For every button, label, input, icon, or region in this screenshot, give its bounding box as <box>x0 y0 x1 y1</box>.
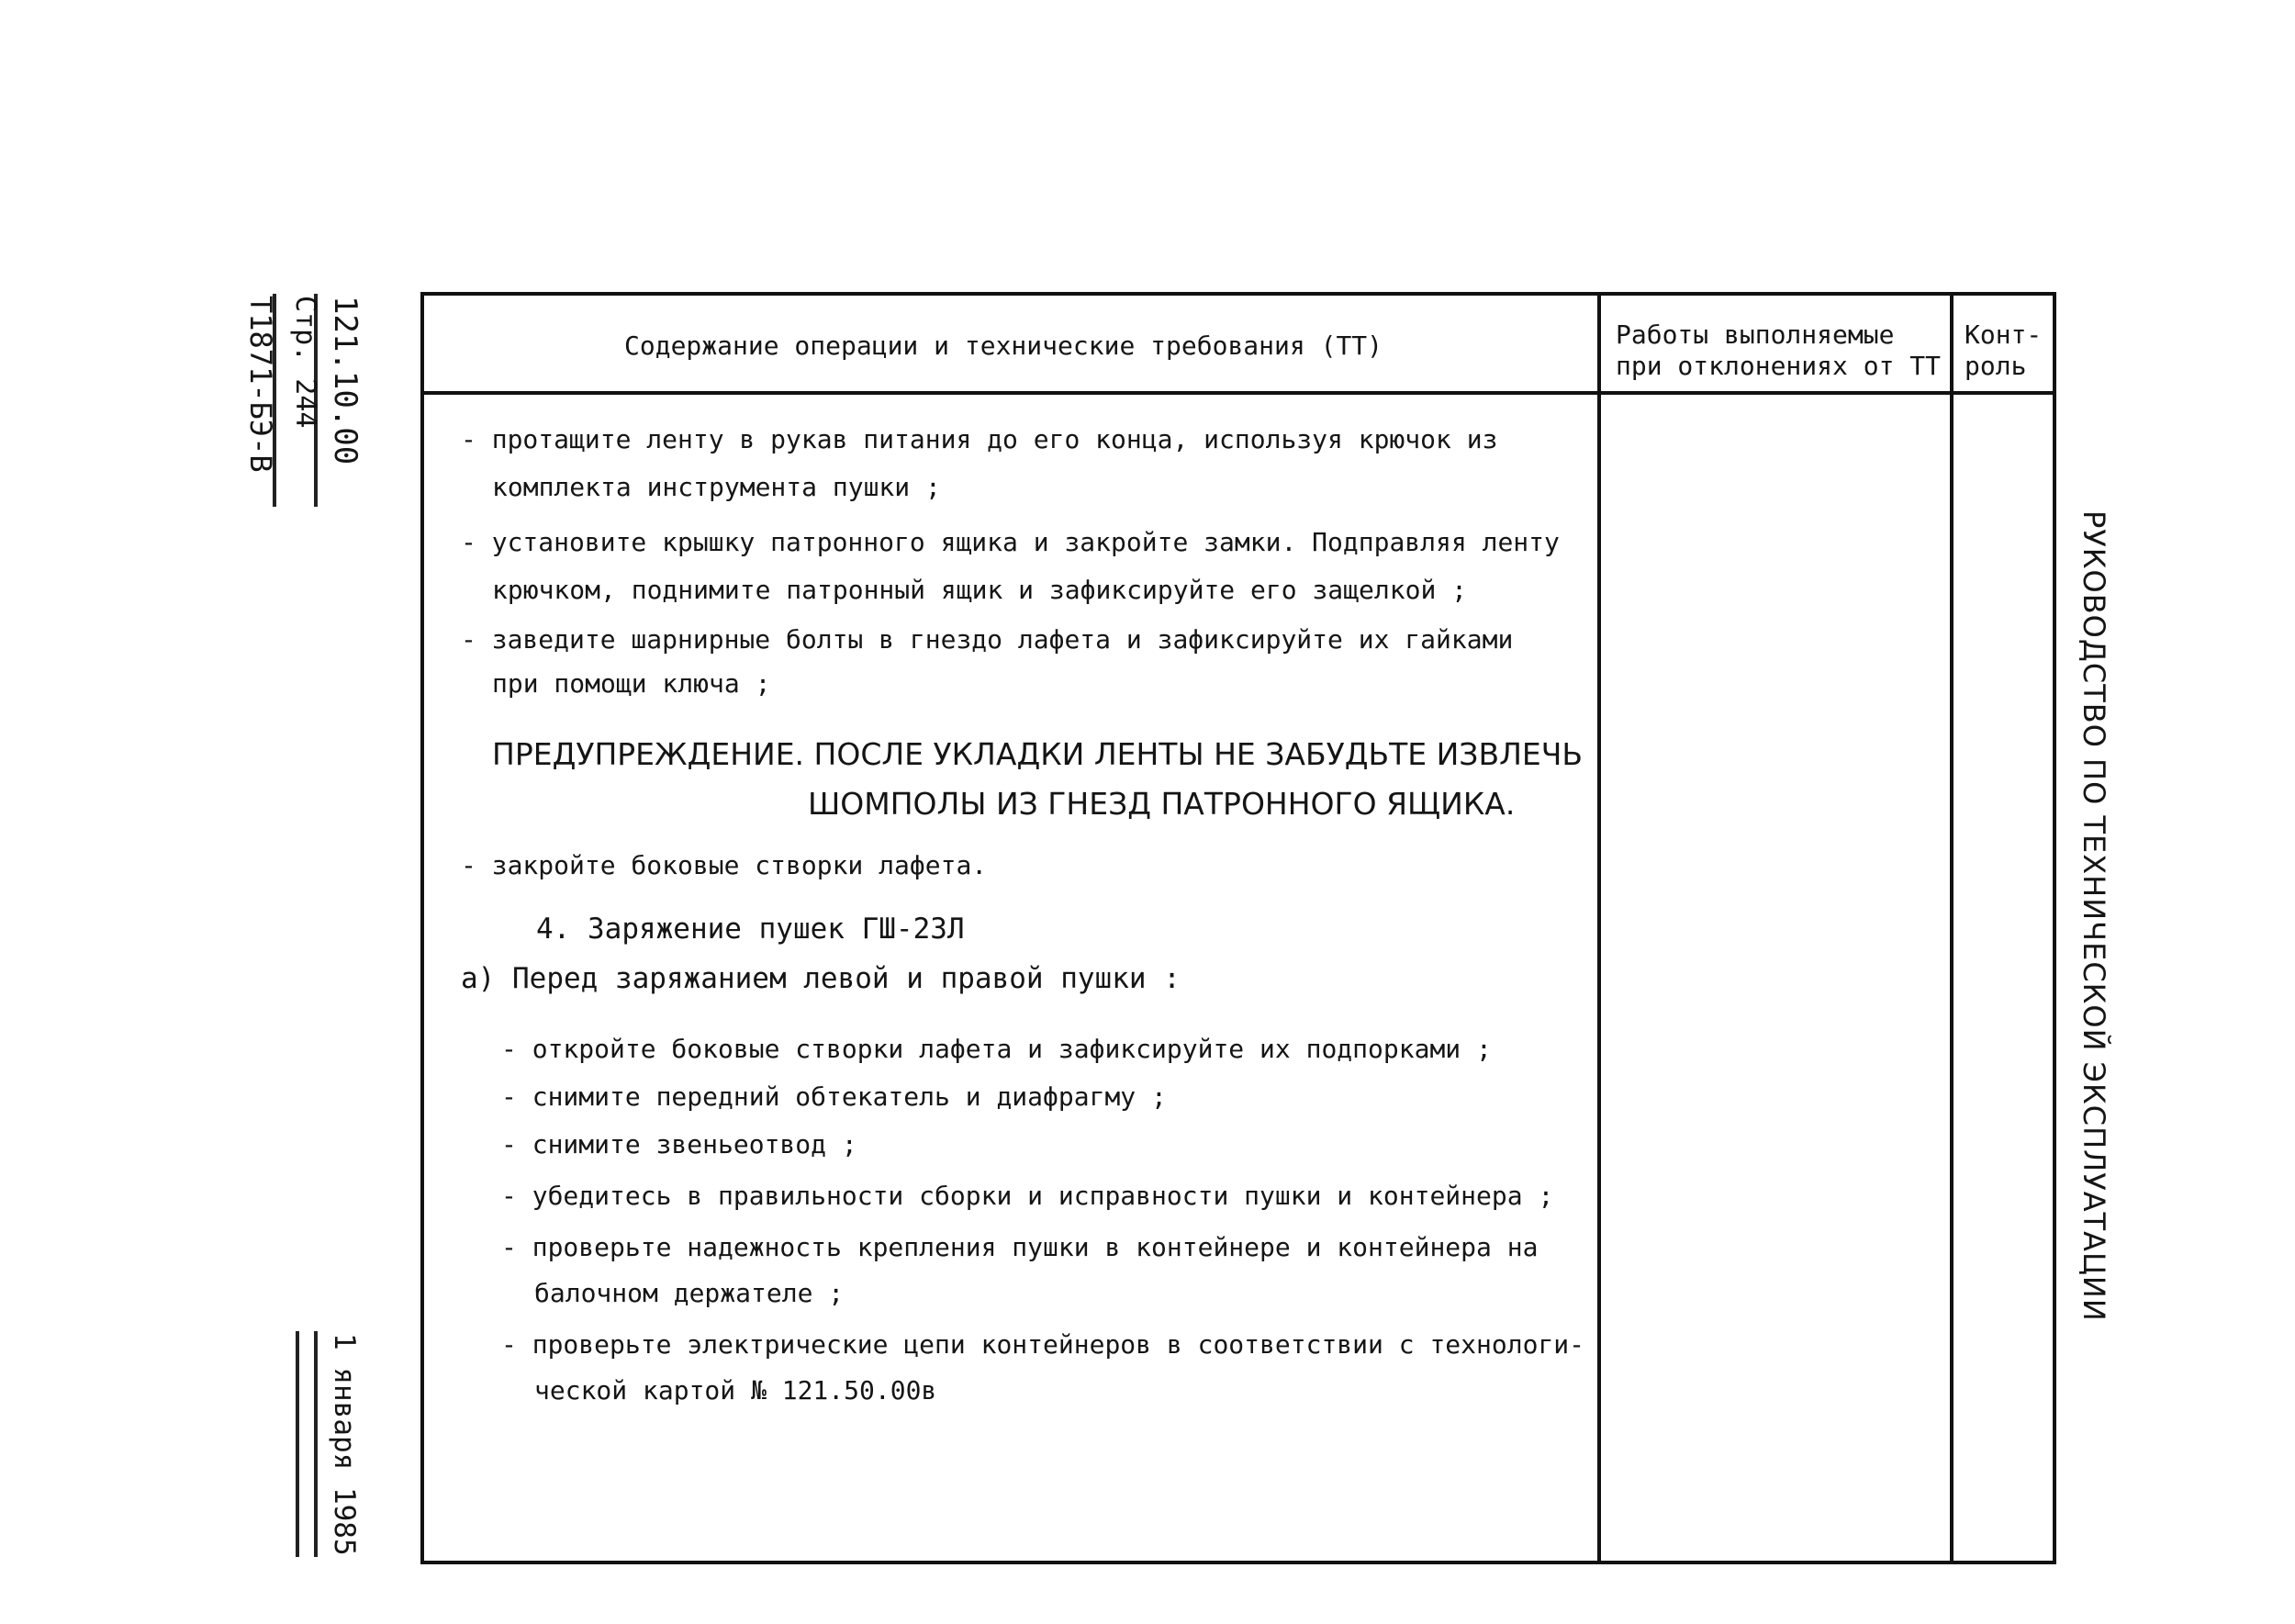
list-item: ческой картой № 121.50.00в <box>534 1375 937 1406</box>
page-number: Стр. 244 <box>289 296 321 429</box>
doc-number: 121.10.00 <box>327 296 364 465</box>
list-item: - убедитесь в правильности сборки и исправности пушки и контейнера ; <box>501 1181 1554 1211</box>
column-divider <box>1950 296 1954 1564</box>
document-title: РУКОВОДСТВО ПО ТЕХНИЧЕСКОЙ ЭКСПЛУАТАЦИИ <box>2077 510 2111 1322</box>
instruction-line: - протащите ленту в рукав питания до его конца, используя крючок из <box>461 424 1498 454</box>
instruction-line: - заведите шарнирные болты в гнездо лафета и зафиксируйте их гайками <box>461 624 1514 655</box>
doc-code: Т1871-БЭ-В <box>243 296 278 473</box>
header-divider <box>420 391 2056 395</box>
list-item: балочном держателе ; <box>534 1278 845 1308</box>
instruction-line: - установите крышку патронного ящика и закройте замки. Подправляя ленту <box>461 527 1560 557</box>
section-heading: 4. Заряжение пушек ГШ-23Л <box>536 913 965 946</box>
issue-date: 1 января 1985 <box>328 1333 361 1556</box>
header-line: Работы выполняемые <box>1616 319 1895 350</box>
subsection-heading: а) Перед заряжанием левой и правой пушки : <box>461 962 1181 995</box>
instruction-line: крючком, поднимите патронный ящик и зафиксируйте его защелкой ; <box>492 575 1468 605</box>
instruction-line: при помощи ключа ; <box>492 668 771 699</box>
column-divider <box>1597 296 1601 1564</box>
list-item: - проверьте электрические цепи контейнеров в соответствии с технологи- <box>501 1329 1585 1360</box>
column-header-content: Содержание операции и технические требования (ТТ) <box>624 330 1383 361</box>
list-item: - проверьте надежность крепления пушки в контейнере и контейнера на <box>501 1232 1539 1262</box>
column-header-control <box>1965 319 2042 382</box>
list-item: - снимите звеньеотвод ; <box>501 1129 857 1159</box>
header-line: Конт- <box>1965 319 2043 350</box>
margin-rule <box>314 1331 318 1557</box>
list-item: - снимите передний обтекатель и диафрагму ; <box>501 1081 1167 1112</box>
list-item: - откройте боковые створки лафета и зафиксируйте их подпорками ; <box>501 1034 1492 1064</box>
header-line: при отклонениях от ТТ <box>1616 351 1942 381</box>
column-header-deviation-works <box>1616 319 1941 382</box>
instruction-line: комплекта инструмента пушки ; <box>492 472 941 502</box>
header-line: роль <box>1965 351 2027 381</box>
margin-rule <box>296 1331 299 1557</box>
warning-text: ПРЕДУПРЕЖДЕНИЕ. ПОСЛЕ УКЛАДКИ ЛЕНТЫ НЕ ЗАБУДЬТЕ ИЗВЛЕЧЬ <box>492 736 1584 772</box>
instruction-line: - закройте боковые створки лафета. <box>461 850 988 880</box>
warning-text: ШОМПОЛЫ ИЗ ГНЕЗД ПАТРОННОГО ЯЩИКА. <box>808 786 1516 822</box>
